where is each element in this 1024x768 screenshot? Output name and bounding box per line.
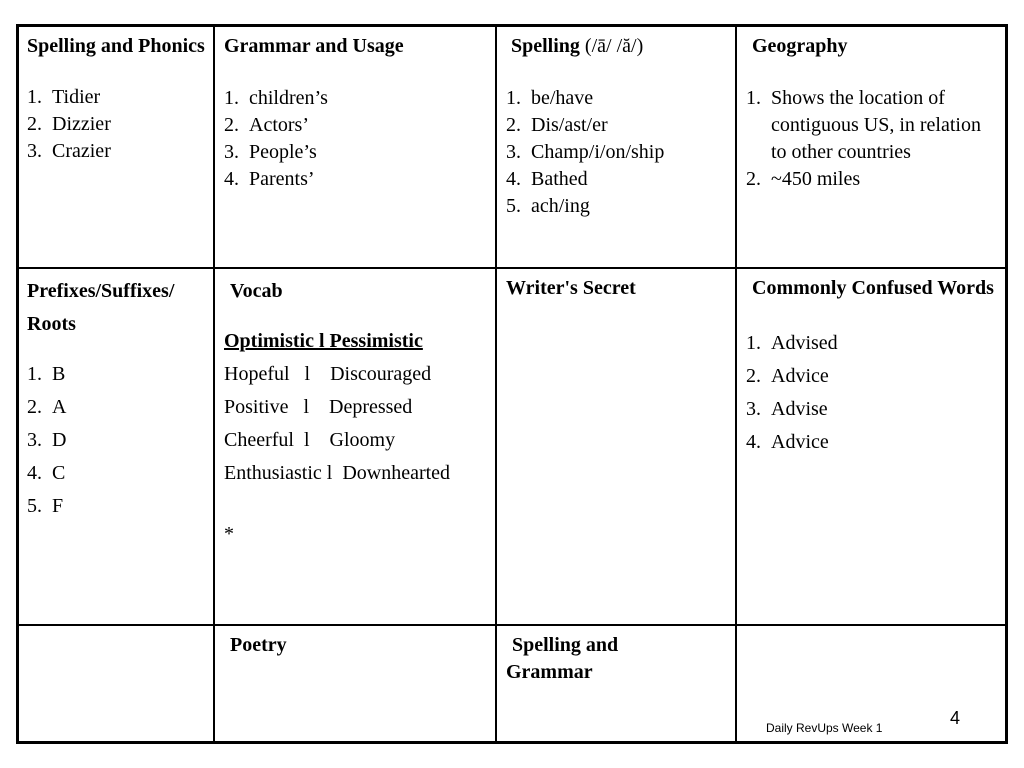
list-item: 2. Advice bbox=[746, 365, 829, 387]
answer-list bbox=[27, 84, 207, 165]
revups-table bbox=[16, 24, 1008, 744]
answer-list bbox=[506, 85, 732, 220]
cell-grammar-usage bbox=[224, 33, 490, 193]
list-item: 1. Advised bbox=[746, 332, 838, 354]
cell-geography bbox=[746, 33, 1001, 193]
cell-poetry bbox=[224, 632, 490, 659]
cell-vocab bbox=[224, 275, 494, 551]
list-item: 2. ~450 miles bbox=[746, 168, 861, 190]
list-item: 4. Bathed bbox=[506, 168, 588, 190]
cell-spelling-phonics bbox=[27, 33, 207, 165]
cell-title: Spelling (/ā/ /ă/) bbox=[511, 35, 644, 57]
list-item: 1. be/have bbox=[506, 87, 594, 109]
cell-title: Geography bbox=[752, 35, 848, 57]
cell-title: Poetry bbox=[230, 634, 287, 656]
list-item: 5. F bbox=[27, 495, 64, 517]
answer-list bbox=[746, 85, 1001, 193]
cell-spelling-vowels bbox=[506, 33, 732, 220]
vocab-note: * bbox=[224, 523, 234, 545]
vocab-subtitle: Optimistic l Pessimistic bbox=[224, 330, 423, 352]
list-item: 2. Dis/ast/er bbox=[506, 114, 608, 136]
vocab-row: Hopeful l Discouraged bbox=[224, 363, 432, 385]
list-item: 3. Champ/i/on/ship bbox=[506, 141, 665, 163]
answer-list bbox=[224, 85, 490, 193]
vocab-row: Positive l Depressed bbox=[224, 396, 413, 418]
list-item: 4. Advice bbox=[746, 431, 829, 453]
column-divider bbox=[213, 27, 215, 741]
cell-title: Vocab bbox=[230, 280, 283, 302]
list-item: 4. Parents’ bbox=[224, 168, 315, 190]
list-item: 3. D bbox=[27, 429, 67, 451]
answer-list bbox=[746, 327, 1004, 459]
cell-confused-words bbox=[746, 275, 1004, 459]
vocab-row: Cheerful l Gloomy bbox=[224, 429, 396, 451]
column-divider bbox=[735, 27, 737, 741]
list-item: 1. Shows the location of contiguous US, in relation to other countries bbox=[746, 87, 981, 163]
list-item: 2. A bbox=[27, 396, 67, 418]
cell-title: Commonly Confused Words bbox=[752, 277, 994, 299]
row-divider bbox=[19, 267, 1005, 269]
cell-title: Spelling and Grammar bbox=[506, 634, 619, 683]
row-divider bbox=[19, 624, 1005, 626]
cell-spelling-grammar bbox=[506, 632, 676, 686]
footer-text: Daily RevUps Week 1 bbox=[766, 721, 883, 735]
vocab-row: Enthusiastic l Downhearted bbox=[224, 462, 451, 484]
column-divider bbox=[495, 27, 497, 741]
list-item: 1. children’s bbox=[224, 87, 328, 109]
list-item: 1. B bbox=[27, 363, 66, 385]
cell-title: Prefixes/Suffixes/ bbox=[27, 280, 175, 302]
list-item: 3. People’s bbox=[224, 141, 317, 163]
list-item: 2. Dizzier bbox=[27, 113, 111, 135]
list-item: 1. Tidier bbox=[27, 86, 101, 108]
list-item: 3. Advise bbox=[746, 398, 828, 420]
cell-title-line2: Roots bbox=[27, 313, 76, 335]
page-number: 4 bbox=[950, 708, 961, 728]
cell-title: Grammar and Usage bbox=[224, 35, 404, 57]
list-item: 4. C bbox=[27, 462, 66, 484]
list-item: 5. ach/ing bbox=[506, 195, 590, 217]
cell-prefixes bbox=[27, 275, 211, 523]
cell-title: Writer's Secret bbox=[506, 277, 636, 299]
list-item: 3. Crazier bbox=[27, 140, 111, 162]
cell-writers-secret bbox=[506, 275, 732, 302]
cell-title: Spelling and Phonics bbox=[27, 35, 205, 57]
answer-list bbox=[27, 358, 211, 523]
list-item: 2. Actors’ bbox=[224, 114, 309, 136]
